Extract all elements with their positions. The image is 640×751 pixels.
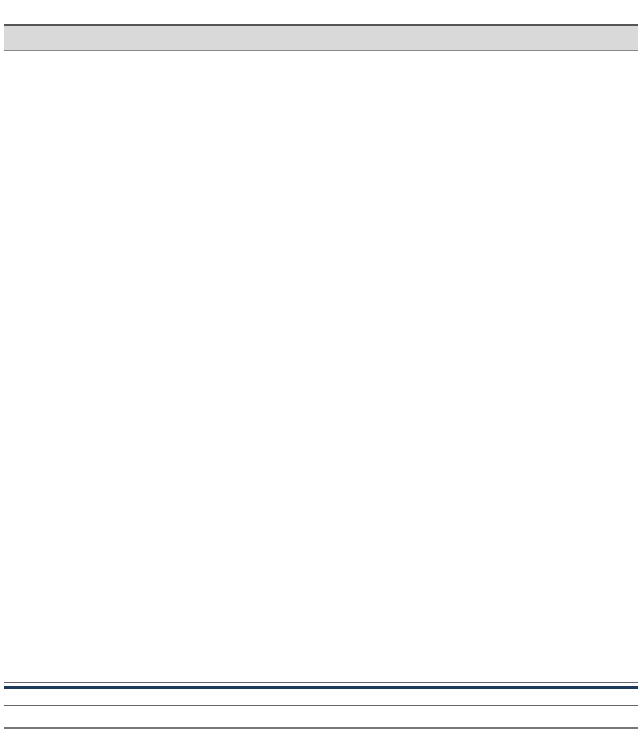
table-rule [4, 727, 638, 729]
table-bottom-rule [4, 686, 638, 689]
table-header [4, 26, 638, 51]
table-rule [4, 705, 638, 706]
table-rule [4, 682, 638, 683]
